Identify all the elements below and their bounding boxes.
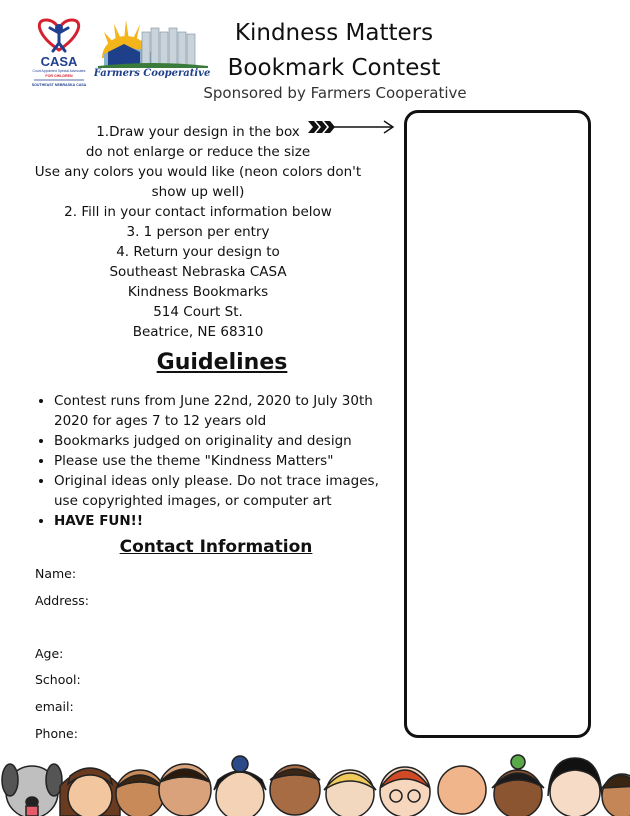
instruction-line: Beatrice, NE 68310 — [132, 324, 264, 340]
instruction-line: Southeast Nebraska CASA — [109, 264, 287, 280]
age-field-label: Age: — [35, 646, 64, 661]
page-title-line-2: Bookmark Contest — [227, 55, 441, 81]
email-field-label: email: — [35, 699, 74, 714]
instruction-line: 3. 1 person per entry — [126, 224, 270, 240]
instruction-line: 4. Return your design to — [116, 244, 280, 260]
guidelines-list — [36, 391, 399, 531]
page-title-line-1: Kindness Matters — [234, 20, 434, 46]
instruction-line: 1.Draw your design in the box — [96, 124, 300, 140]
instruction-line: do not enlarge or reduce the size — [85, 144, 311, 160]
instructions — [28, 122, 368, 342]
school-field-label: School: — [35, 672, 81, 687]
sponsor-line: Sponsored by Farmers Cooperative — [203, 84, 467, 102]
instruction-line: 514 Court St. — [153, 304, 243, 320]
phone-field-label: Phone: — [35, 726, 78, 741]
contact-heading: Contact Information — [119, 537, 313, 557]
casa-logo-tagline2: FOR CHILDREN — [45, 74, 73, 78]
guideline-item: • Bookmarks judged on originality and design — [54, 431, 399, 451]
address-field-label: Address: — [35, 593, 89, 608]
coop-logo-name: Farmers Cooperative — [94, 68, 210, 79]
bookmark-drawing-box[interactable] — [404, 110, 591, 738]
casa-logo-tagline: Court Appointed Special Advocates — [32, 69, 86, 73]
guideline-item: • Contest runs from June 22nd, 2020 to July 30th 2020 for ages 7 to 12 years old — [54, 391, 399, 431]
instruction-line: Kindness Bookmarks — [127, 284, 269, 300]
name-field-label: Name: — [35, 566, 77, 581]
kids-faces-border — [0, 740, 630, 816]
instruction-line: show up well) — [151, 184, 245, 200]
guideline-item: • Please use the theme "Kindness Matters" — [54, 451, 399, 471]
casa-logo — [28, 16, 90, 96]
instruction-line: Use any colors you would like (neon colors don't — [34, 164, 362, 180]
casa-logo-region: SOUTHEAST NEBRASKA CASA — [31, 83, 87, 87]
guideline-item: • HAVE FUN!! — [54, 511, 399, 531]
guideline-item: • Original ideas only please. Do not trace images, use copyrighted images, or computer art — [54, 471, 399, 511]
casa-logo-name: CASA — [40, 54, 78, 69]
guidelines-heading: Guidelines — [156, 350, 288, 375]
instruction-line: 2. Fill in your contact information below — [64, 204, 332, 220]
farmers-cooperative-logo — [94, 14, 210, 80]
